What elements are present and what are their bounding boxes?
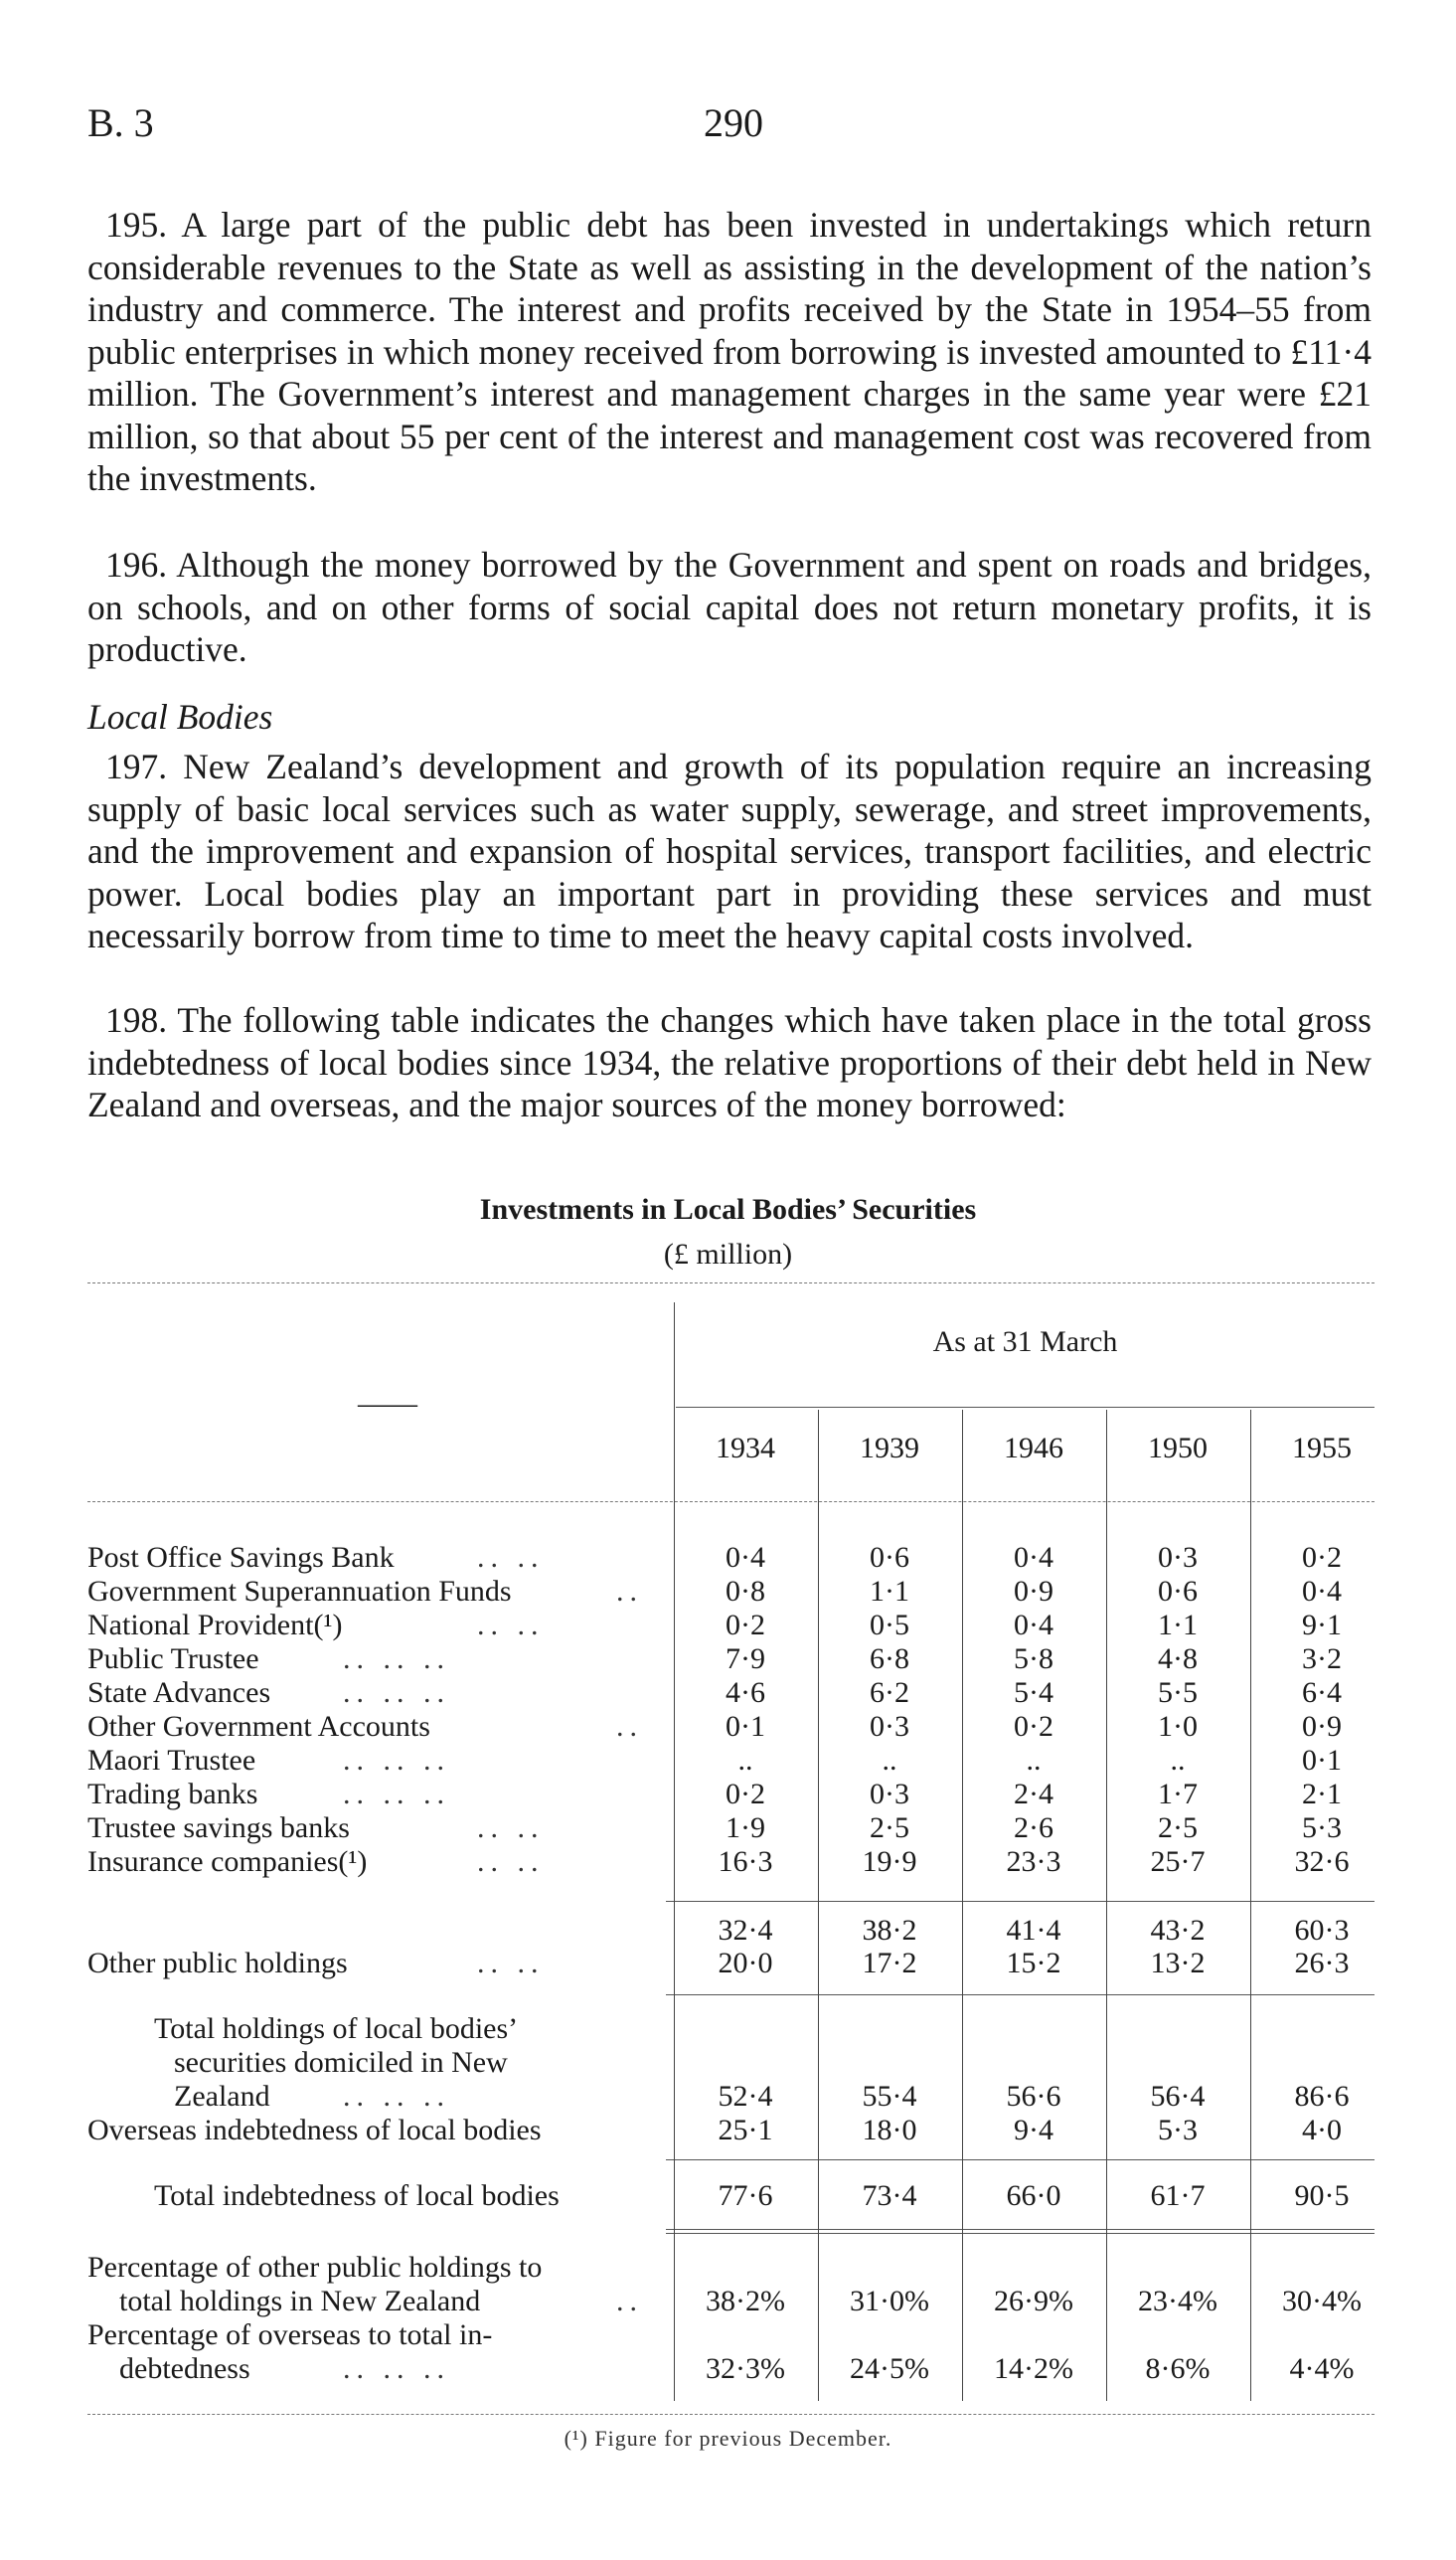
paragraph-197 bbox=[87, 746, 1372, 957]
table-row-label: Post Office Savings Bank bbox=[87, 1541, 395, 1574]
table-cell: 1·1 bbox=[1158, 1609, 1198, 1641]
table-cell: 2·4 bbox=[1014, 1778, 1053, 1810]
table-cell: 0·8 bbox=[726, 1575, 765, 1608]
subtotal-cell: 60·3 bbox=[1294, 1914, 1350, 1947]
table-cell: 1·1 bbox=[870, 1575, 909, 1608]
table-row-label: Public Trustee bbox=[87, 1642, 259, 1675]
table-cell: 0·4 bbox=[1014, 1541, 1053, 1574]
table-cell: 3·2 bbox=[1302, 1642, 1342, 1675]
paragraph-196 bbox=[87, 544, 1372, 671]
leader-dots: .. .. .. bbox=[343, 1744, 450, 1777]
table-cell: 5·3 bbox=[1302, 1811, 1342, 1844]
table-cell: 5·4 bbox=[1014, 1676, 1053, 1709]
pct-overseas-cell: 8·6% bbox=[1145, 2352, 1211, 2385]
year-1946: 1946 bbox=[1004, 1432, 1063, 1464]
total-cell: 77·6 bbox=[718, 2179, 773, 2212]
table-cell: 0·2 bbox=[1014, 1710, 1053, 1743]
table-cell: 1·9 bbox=[726, 1811, 765, 1844]
year-1934: 1934 bbox=[716, 1432, 775, 1464]
pct-public-cell: 30·4% bbox=[1282, 2285, 1362, 2317]
pct-public-label-line1: Percentage of other public holdings to bbox=[87, 2251, 543, 2284]
table-cell: 9·1 bbox=[1302, 1609, 1342, 1641]
table-cell: 2·1 bbox=[1302, 1778, 1342, 1810]
paragraph-198-text: 198. The following table indicates the changes which have taken place in the total gross indebtedness of local bodies since 1934, the relative proportions of their debt held in New Zealand and overseas, and the major sources of the money borrowed: bbox=[87, 1000, 1372, 1124]
table-cell: 6·2 bbox=[870, 1676, 909, 1709]
leader-dots: .. .. bbox=[477, 1811, 545, 1844]
table-cell: 16·3 bbox=[718, 1845, 773, 1878]
paragraph-198 bbox=[87, 999, 1372, 1126]
table-row-label: National Provident(¹) bbox=[87, 1609, 343, 1641]
table-row-label: Trading banks bbox=[87, 1778, 258, 1810]
total-top-rule bbox=[666, 2229, 1375, 2230]
year-1950: 1950 bbox=[1148, 1432, 1208, 1464]
leader-dots: .. .. bbox=[477, 1947, 545, 1979]
pct-public-cell: 31·0% bbox=[850, 2285, 929, 2317]
table-cell: .. bbox=[1170, 1744, 1186, 1777]
paragraph-195-text: 195. A large part of the public debt has been invested in undertakings which return considerable revenues to the State as well as assisting in the development of the nation’s industry and commerce. The interest and profits received by the State in 1954–55 from public enterprises in which money received from borrowing is invested amounted to £11·4 million. The Government’s interest and management charges in the same year were £21 million, so that about 55 per cent of the interest and management cost was recovered from the investments. bbox=[87, 205, 1372, 498]
table-row-label: State Advances bbox=[87, 1676, 271, 1709]
table-cell: 2·6 bbox=[1014, 1811, 1053, 1844]
pct-overseas-label-line2: debtedness bbox=[119, 2352, 250, 2385]
table-cell: 0·3 bbox=[1158, 1541, 1198, 1574]
table-cell: 0·3 bbox=[870, 1778, 909, 1810]
other-public-cell: 26·3 bbox=[1294, 1947, 1350, 1979]
group-header-rule bbox=[676, 1407, 1375, 1408]
total-nz-cell: 55·4 bbox=[862, 2080, 917, 2113]
total-nz-cell: 52·4 bbox=[718, 2080, 773, 2113]
subtotal-rule bbox=[666, 1901, 1375, 1902]
table-cell: 0·4 bbox=[726, 1541, 765, 1574]
table-cell: 19·9 bbox=[862, 1845, 917, 1878]
table-cell: 1·7 bbox=[1158, 1778, 1198, 1810]
total-nz-label-line2: securities domiciled in New bbox=[174, 2046, 508, 2079]
total-indebtedness-label: Total indebtedness of local bodies bbox=[154, 2179, 560, 2212]
other-public-label: Other public holdings bbox=[87, 1947, 348, 1979]
table-cell: .. bbox=[737, 1744, 753, 1777]
nz-total-rule bbox=[666, 2159, 1375, 2160]
table-unit: (£ million) bbox=[663, 1238, 793, 1271]
pct-public-cell: 23·4% bbox=[1138, 2285, 1217, 2317]
table-cell: 0·6 bbox=[1158, 1575, 1198, 1608]
pct-public-label-line2: total holdings in New Zealand bbox=[119, 2285, 481, 2317]
table-cell: 1·0 bbox=[1158, 1710, 1198, 1743]
leader-dots: .. .. .. bbox=[343, 1676, 450, 1709]
table-cell: 32·6 bbox=[1294, 1845, 1350, 1878]
table-cell: 6·4 bbox=[1302, 1676, 1342, 1709]
table-bottom-rule bbox=[87, 2414, 1375, 2415]
column-divider bbox=[962, 1410, 963, 2401]
table-cell: 0·1 bbox=[726, 1710, 765, 1743]
paragraph-195 bbox=[87, 204, 1372, 500]
year-1955: 1955 bbox=[1292, 1432, 1352, 1464]
stub-header: —— bbox=[358, 1387, 417, 1420]
total-nz-cell: 56·6 bbox=[1006, 2080, 1061, 2113]
table-cell: 0·9 bbox=[1302, 1710, 1342, 1743]
pct-overseas-cell: 14·2% bbox=[994, 2352, 1073, 2385]
table-cell: .. bbox=[1026, 1744, 1042, 1777]
total-cell: 66·0 bbox=[1006, 2179, 1061, 2212]
table-cell: 2·5 bbox=[870, 1811, 909, 1844]
table-cell: 25·7 bbox=[1150, 1845, 1206, 1878]
table-cell: 0·2 bbox=[726, 1609, 765, 1641]
other-public-cell: 17·2 bbox=[862, 1947, 917, 1979]
overseas-cell: 9·4 bbox=[1014, 2114, 1053, 2146]
table-cell: 0·9 bbox=[1014, 1575, 1053, 1608]
pct-public-cell: 38·2% bbox=[706, 2285, 785, 2317]
subtotal-cell: 38·2 bbox=[862, 1914, 917, 1947]
leader-dots: .. .. .. bbox=[343, 2352, 450, 2385]
table-cell: 5·8 bbox=[1014, 1642, 1053, 1675]
document-series: B. 3 bbox=[87, 100, 154, 145]
paragraph-197-text: 197. New Zealand’s development and growth of its population require an increasing supply of basic local services such as water supply, sewerage, and street improvements, and the improvement and expansion of hospital services, transport facilities, and electric power. Local bodies play an important part in providing these services and must necessarily borrow from time to time to meet the heavy capital costs involved. bbox=[87, 747, 1372, 955]
table-cell: 5·5 bbox=[1158, 1676, 1198, 1709]
table-cell: 0·2 bbox=[726, 1778, 765, 1810]
table-top-rule bbox=[87, 1282, 1375, 1283]
table-cell: 4·6 bbox=[726, 1676, 765, 1709]
table-row-label: Government Superannuation Funds bbox=[87, 1575, 512, 1608]
table-cell: 0·6 bbox=[870, 1541, 909, 1574]
total-nz-cell: 86·6 bbox=[1294, 2080, 1350, 2113]
table-row-label: Maori Trustee bbox=[87, 1744, 256, 1777]
pct-public-cell: 26·9% bbox=[994, 2285, 1073, 2317]
total-cell: 61·7 bbox=[1150, 2179, 1206, 2212]
other-public-cell: 13·2 bbox=[1150, 1947, 1206, 1979]
column-divider bbox=[1106, 1410, 1107, 2401]
table-cell: 0·5 bbox=[870, 1609, 909, 1641]
other-public-rule bbox=[666, 1994, 1375, 1995]
subtotal-cell: 43·2 bbox=[1150, 1914, 1206, 1947]
table-row-label: Trustee savings banks bbox=[87, 1811, 350, 1844]
table-row-label: Other Government Accounts bbox=[87, 1710, 430, 1743]
total-cell: 90·5 bbox=[1294, 2179, 1350, 2212]
leader-dots: .. .. .. bbox=[343, 2080, 450, 2113]
group-header: As at 31 March bbox=[932, 1325, 1118, 1358]
overseas-cell: 18·0 bbox=[862, 2114, 917, 2146]
leader-dots: .. .. .. bbox=[343, 1642, 450, 1675]
total-nz-label-line3: Zealand bbox=[174, 2080, 270, 2113]
leader-dots: .. .. bbox=[477, 1541, 545, 1574]
header-bottom-rule bbox=[87, 1501, 1375, 1502]
table-cell: 2·5 bbox=[1158, 1811, 1198, 1844]
table-cell: 0·1 bbox=[1302, 1744, 1342, 1777]
pct-overseas-cell: 32·3% bbox=[706, 2352, 785, 2385]
table-cell: 0·4 bbox=[1302, 1575, 1342, 1608]
leader-dots: .. bbox=[616, 1710, 643, 1743]
table-cell: 6·8 bbox=[870, 1642, 909, 1675]
table-footnote: (¹) Figure for previous December. bbox=[564, 2426, 892, 2451]
other-public-cell: 20·0 bbox=[718, 1947, 773, 1979]
table-row-label: Insurance companies(¹) bbox=[87, 1845, 368, 1878]
pct-overseas-label-line1: Percentage of overseas to total in- bbox=[87, 2318, 493, 2351]
total-top-rule-2 bbox=[666, 2233, 1375, 2234]
column-divider bbox=[1250, 1410, 1251, 2401]
table-cell: 0·4 bbox=[1014, 1609, 1053, 1641]
leader-dots: .. bbox=[616, 2285, 643, 2317]
total-nz-label-line1: Total holdings of local bodies’ bbox=[154, 2012, 519, 2045]
table-cell: .. bbox=[882, 1744, 897, 1777]
table-title: Investments in Local Bodies’ Securities bbox=[479, 1193, 977, 1226]
table-cell: 4·8 bbox=[1158, 1642, 1198, 1675]
pct-overseas-cell: 4·4% bbox=[1289, 2352, 1355, 2385]
total-cell: 73·4 bbox=[862, 2179, 917, 2212]
table-cell: 0·2 bbox=[1302, 1541, 1342, 1574]
overseas-label: Overseas indebtedness of local bodies bbox=[87, 2114, 542, 2146]
leader-dots: .. bbox=[616, 1575, 643, 1608]
leader-dots: .. .. bbox=[477, 1845, 545, 1878]
paragraph-196-text: 196. Although the money borrowed by the Government and spent on roads and bridges, on schools, and on other forms of social capital does not return monetary profits, it is productive. bbox=[87, 545, 1372, 669]
table-cell: 7·9 bbox=[726, 1642, 765, 1675]
overseas-cell: 4·0 bbox=[1302, 2114, 1342, 2146]
table-cell: 23·3 bbox=[1006, 1845, 1061, 1878]
leader-dots: .. .. .. bbox=[343, 1778, 450, 1810]
pct-overseas-cell: 24·5% bbox=[850, 2352, 929, 2385]
year-1939: 1939 bbox=[860, 1432, 919, 1464]
column-divider bbox=[818, 1410, 819, 2401]
page-number: 290 bbox=[704, 100, 763, 145]
overseas-cell: 5·3 bbox=[1158, 2114, 1198, 2146]
subtotal-cell: 41·4 bbox=[1006, 1914, 1061, 1947]
table-cell: 0·3 bbox=[870, 1710, 909, 1743]
overseas-cell: 25·1 bbox=[718, 2114, 773, 2146]
subtotal-cell: 32·4 bbox=[718, 1914, 773, 1947]
section-heading: Local Bodies bbox=[87, 697, 273, 737]
page-header bbox=[87, 99, 1369, 159]
column-divider bbox=[674, 1302, 675, 2401]
total-nz-cell: 56·4 bbox=[1150, 2080, 1206, 2113]
other-public-cell: 15·2 bbox=[1006, 1947, 1061, 1979]
leader-dots: .. .. bbox=[477, 1609, 545, 1641]
